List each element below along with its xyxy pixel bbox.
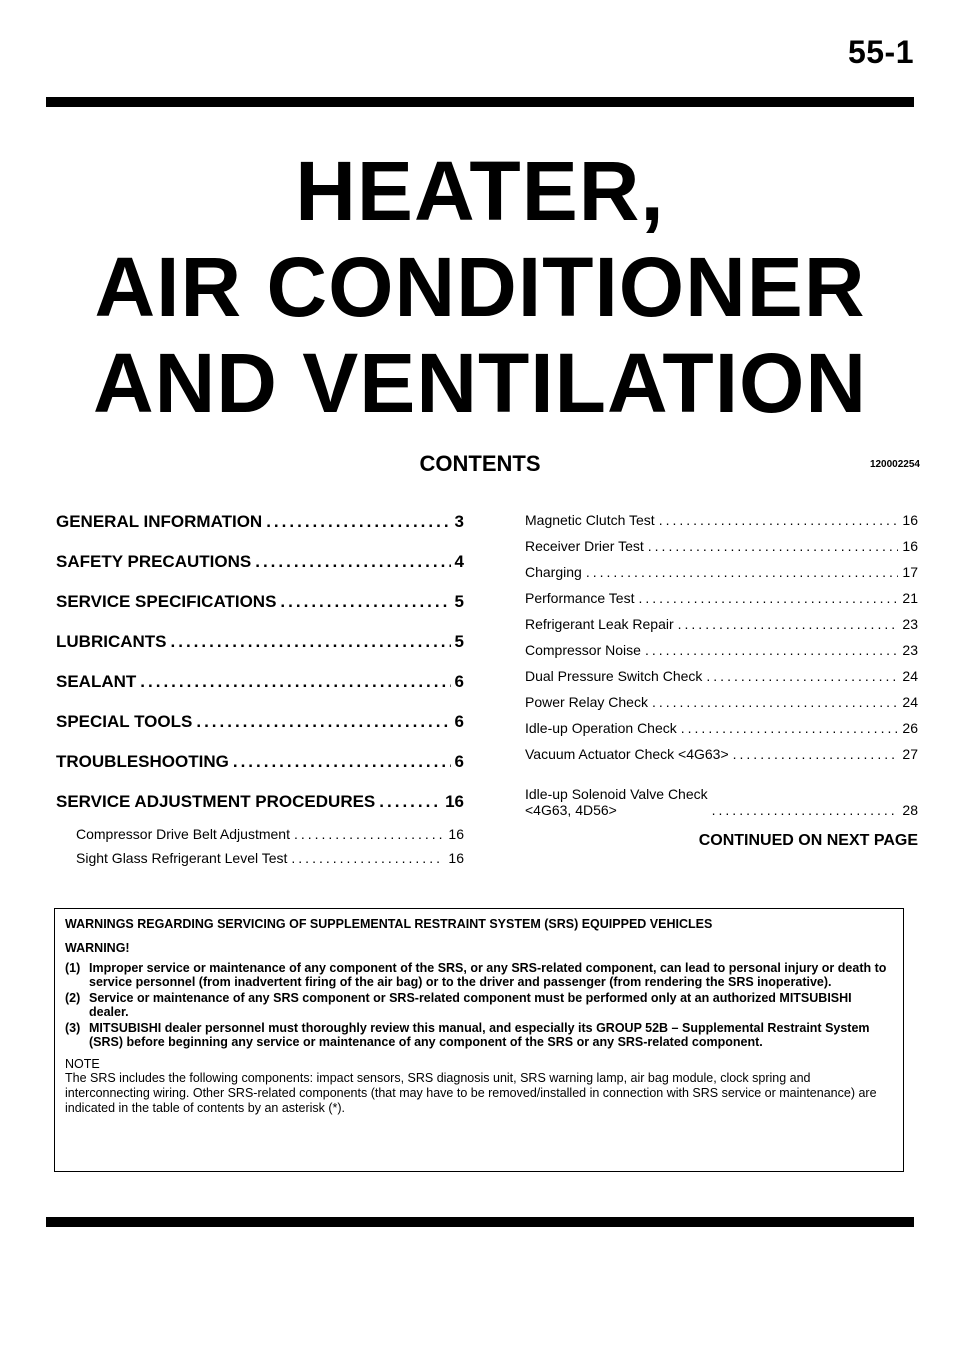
title-line-1: HEATER, — [295, 144, 665, 238]
toc-entry[interactable] — [56, 632, 464, 672]
warning-heading: WARNINGS REGARDING SERVICING OF SUPPLEMENTAL RESTRAINT SYSTEM (SRS) EQUIPPED VEHICLES — [65, 917, 713, 931]
warning-item — [65, 961, 893, 989]
toc-leader — [648, 538, 899, 554]
toc-page: 5 — [454, 632, 464, 651]
toc-entry[interactable] — [56, 672, 464, 712]
srs-warning-box — [54, 908, 904, 1172]
toc-leader — [266, 512, 450, 532]
toc-entry[interactable] — [56, 512, 464, 552]
toc-page: 5 — [454, 592, 464, 611]
toc-label: GENERAL INFORMATION — [56, 512, 263, 531]
toc-label-line-2: <4G63, 4D56> — [525, 802, 617, 818]
toc-label: SERVICE ADJUSTMENT PROCEDURES — [56, 792, 376, 811]
toc-leader — [196, 712, 450, 732]
toc-label: SEALANT — [56, 672, 137, 691]
toc-leader — [255, 552, 450, 572]
contents-heading: CONTENTS — [419, 451, 541, 476]
toc-entry[interactable] — [525, 538, 918, 564]
warning-item — [65, 991, 893, 1019]
toc-label: Compressor Noise — [525, 642, 641, 658]
toc-label: LUBRICANTS — [56, 632, 167, 651]
toc-leader — [233, 752, 451, 772]
toc-page: 24 — [902, 694, 918, 710]
page-number: 55-1 — [847, 34, 914, 70]
toc-leader — [586, 564, 899, 580]
toc-label: Performance Test — [525, 590, 635, 606]
toc-label: Compressor Drive Belt Adjustment — [76, 826, 290, 842]
toc-label: Idle-up Operation Check — [525, 720, 677, 736]
toc-leader — [291, 850, 444, 866]
toc-page: 6 — [454, 752, 464, 771]
toc-label: SAFETY PRECAUTIONS — [56, 552, 252, 571]
toc-page: 21 — [902, 590, 918, 606]
toc-page: 16 — [448, 850, 464, 866]
toc-left-column — [56, 512, 464, 874]
toc-label: SERVICE SPECIFICATIONS — [56, 592, 277, 611]
toc-leader — [712, 802, 899, 818]
toc-leader — [140, 672, 450, 692]
toc-label: Vacuum Actuator Check <4G63> — [525, 746, 729, 762]
toc-label — [525, 786, 708, 818]
toc-entry[interactable] — [525, 668, 918, 694]
toc-page: 3 — [454, 512, 464, 531]
toc-leader — [645, 642, 898, 658]
toc-label: Charging — [525, 564, 582, 580]
toc-entry[interactable] — [56, 712, 464, 752]
bottom-rule — [46, 1217, 914, 1227]
toc-page: 16 — [445, 792, 464, 811]
warning-item-number: (2) — [65, 991, 81, 1005]
warning-item-number: (1) — [65, 961, 81, 975]
toc-leader — [678, 616, 899, 632]
toc-entry[interactable] — [525, 590, 918, 616]
toc-leader — [659, 512, 899, 528]
toc-page: 17 — [902, 564, 918, 580]
warning-item-text: Service or maintenance of any SRS component or SRS-related component must be performed only at an authorized MITSUBISHI dealer. — [89, 991, 852, 1019]
warning-item-text: Improper service or maintenance of any component of the SRS, or any SRS-related component, can lead to personal injury or death to service personnel (from inadvertent firing of the air bag) or to the driver and passenger (from rendering the SRS inoperative). — [89, 961, 887, 989]
toc-leader — [733, 746, 899, 762]
toc-page: 24 — [902, 668, 918, 684]
toc-label: Sight Glass Refrigerant Level Test — [76, 850, 288, 866]
top-rule — [46, 97, 914, 107]
toc-page: 23 — [902, 642, 918, 658]
toc-page: 26 — [902, 720, 918, 736]
toc-entry[interactable] — [56, 552, 464, 592]
toc-label: Refrigerant Leak Repair — [525, 616, 674, 632]
toc-subentry[interactable] — [56, 826, 464, 850]
toc-entry[interactable] — [525, 642, 918, 668]
toc-page: 6 — [454, 672, 464, 691]
toc-entry[interactable] — [56, 792, 464, 826]
toc-entry[interactable] — [525, 772, 918, 818]
toc-entry[interactable] — [525, 746, 918, 772]
toc-entry[interactable] — [525, 694, 918, 720]
toc-page: 28 — [902, 802, 918, 818]
toc-subentry[interactable] — [56, 850, 464, 874]
note-text: The SRS includes the following components: impact sensors, SRS diagnosis unit, SRS warning lamp, air bag module, clock spring and interconnecting wiring. Other SRS-related components (that may have to be removed/installed in connection with SRS service or maintenance) are indicated in the table of contents by an asterisk (*). — [65, 1071, 877, 1115]
toc-label: SPECIAL TOOLS — [56, 712, 193, 731]
title-line-2: AIR CONDITIONER — [94, 240, 866, 334]
note-label: NOTE — [65, 1057, 100, 1071]
toc-label: Magnetic Clutch Test — [525, 512, 655, 528]
toc-leader — [638, 590, 898, 606]
toc-page: 27 — [902, 746, 918, 762]
warning-item-number: (3) — [65, 1021, 81, 1035]
toc-page: 16 — [448, 826, 464, 842]
toc-entry[interactable] — [525, 616, 918, 642]
toc-leader — [280, 592, 450, 612]
toc-leader — [171, 632, 451, 652]
toc-page: 16 — [902, 538, 918, 554]
toc-entry[interactable] — [525, 512, 918, 538]
toc-page: 4 — [454, 552, 464, 571]
warning-item — [65, 1021, 893, 1049]
toc-page: 16 — [902, 512, 918, 528]
toc-entry[interactable] — [56, 592, 464, 632]
title-line-3: AND VENTILATION — [92, 336, 868, 430]
toc-leader — [379, 792, 441, 812]
document-code: 120002254 — [869, 459, 920, 470]
toc-label: TROUBLESHOOTING — [56, 752, 229, 771]
toc-leader — [706, 668, 898, 684]
warning-item-text: MITSUBISHI dealer personnel must thoroughly review this manual, and especially its GROUP 52B – Supplemental Restraint System (SRS) before beginning any service or maintenance of any component of the SRS or any SRS-related component. — [89, 1021, 870, 1049]
toc-entry[interactable] — [525, 720, 918, 746]
toc-leader — [681, 720, 899, 736]
warning-label: WARNING! — [65, 941, 130, 955]
toc-leader — [294, 826, 444, 842]
continued-note: CONTINUED ON NEXT PAGE — [698, 832, 918, 849]
toc-label: Power Relay Check — [525, 694, 648, 710]
toc-label: Receiver Drier Test — [525, 538, 644, 554]
toc-entry[interactable] — [525, 564, 918, 590]
toc-page: 6 — [454, 712, 464, 731]
toc-label: Dual Pressure Switch Check — [525, 668, 703, 684]
toc-label-line-1: Idle-up Solenoid Valve Check — [525, 786, 708, 802]
toc-page: 23 — [902, 616, 918, 632]
toc-right-column — [525, 512, 918, 818]
toc-entry[interactable] — [56, 752, 464, 792]
document-title — [0, 143, 960, 431]
toc-leader — [652, 694, 898, 710]
